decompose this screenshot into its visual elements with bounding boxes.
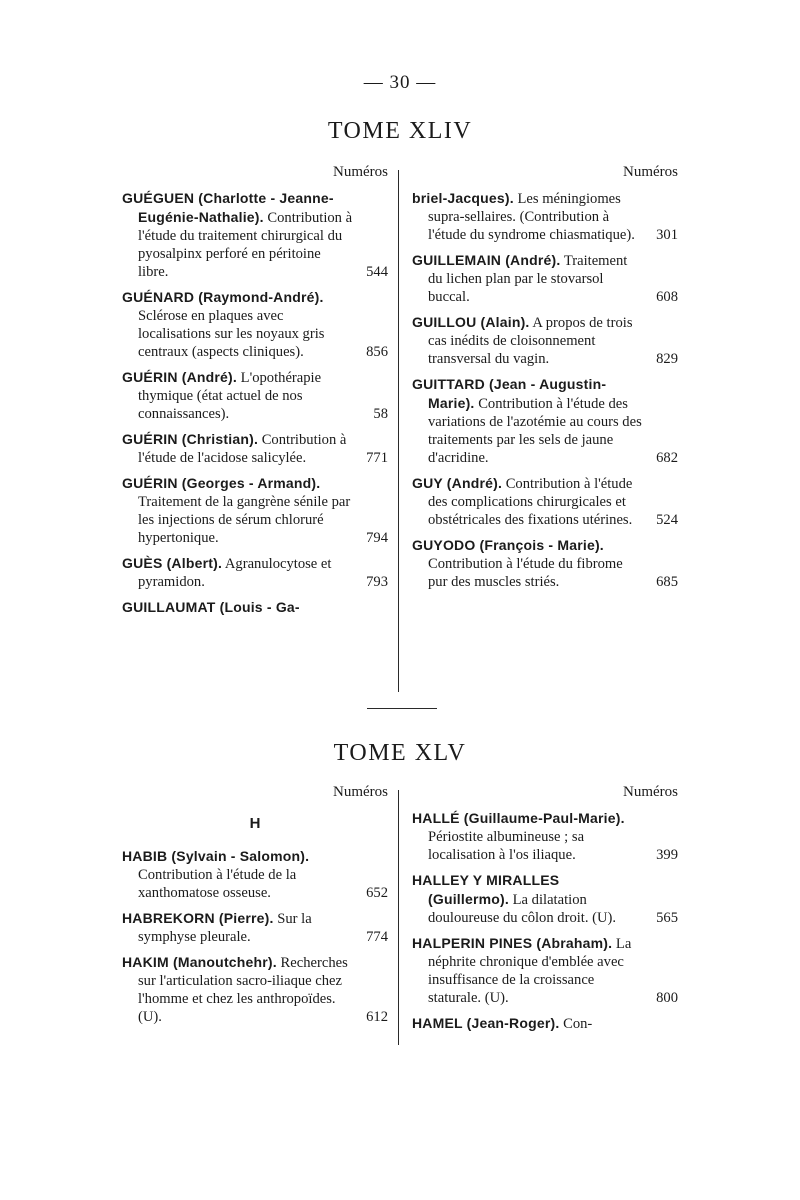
column-right <box>412 783 678 1040</box>
index-entry <box>412 251 678 306</box>
entry-name: HALLEY Y MIRALLES (Guillermo). <box>412 872 560 907</box>
entry-text: L'opothérapie thymique (état actuel de nos connaissances). <box>138 370 322 422</box>
entry-text: Périostite albumineuse ; sa localisation à l'os iliaque. <box>428 829 585 863</box>
index-entry <box>412 474 678 529</box>
index-entry <box>122 953 388 1026</box>
column-header: Numéros <box>333 164 388 180</box>
entry-name: GUÉGUEN (Charlotte - Jeanne-Eugénie-Nathalie). <box>122 190 334 225</box>
entry-name: GUÉRIN (André). <box>122 369 237 385</box>
index-entry <box>122 368 388 423</box>
entry-number: 794 <box>366 530 388 546</box>
entry-number: 652 <box>366 885 388 901</box>
page-number: — 30 — <box>363 72 437 93</box>
index-entry <box>122 474 388 547</box>
index-entry <box>122 430 388 467</box>
index-entry <box>412 189 678 244</box>
entry-number: 685 <box>656 574 678 590</box>
entry-name: HABREKORN (Pierre). <box>122 910 274 926</box>
entry-number: 800 <box>656 990 678 1006</box>
entry-text: Recherches sur l'articulation sacro-iliaque chez l'homme et chez les anthropoïdes. (U). <box>138 955 348 1025</box>
entry-text: Contribution à l'étude du fibrome pur des muscles striés. <box>428 556 623 590</box>
entry-name: GUILLAUMAT (Louis - Ga- <box>122 599 300 615</box>
index-entry <box>122 288 388 361</box>
entry-number: 612 <box>366 1009 388 1025</box>
entry-text: Sclérose en plaques avec localisations sur les noyaux gris centraux (aspects cliniques). <box>138 308 325 360</box>
index-entry <box>412 1014 678 1033</box>
entry-name: HAKIM (Manoutchehr). <box>122 954 277 970</box>
entry-name: briel-Jacques). <box>412 190 514 206</box>
entry-text: Contribution à l'étude des complications chirurgicales et obstétricales des fixations utérines. <box>428 476 633 528</box>
column-left <box>122 163 388 624</box>
index-entry <box>122 598 388 617</box>
entry-number: 399 <box>656 847 678 863</box>
column-right <box>412 163 678 598</box>
entry-number: 58 <box>373 406 388 422</box>
index-entry <box>412 871 678 927</box>
index-entry <box>412 375 678 467</box>
index-entry <box>122 189 388 281</box>
entry-number: 793 <box>366 574 388 590</box>
entry-number: 565 <box>656 910 678 926</box>
entry-text: Contribution à l'étude du traitement chirurgical du pyosalpinx perforé en péritoine libre. <box>138 210 353 280</box>
entry-name: GUÈS (Albert). <box>122 555 223 571</box>
entry-number: 544 <box>366 264 388 280</box>
entry-text: Sur la symphyse pleurale. <box>138 911 312 945</box>
index-entry <box>412 934 678 1007</box>
entry-name: GUYODO (François - Marie). <box>412 537 604 553</box>
entry-name: GUILLOU (Alain). <box>412 314 530 330</box>
index-entry <box>122 554 388 591</box>
index-entry <box>122 847 388 902</box>
column-header: Numéros <box>623 784 678 800</box>
column-left <box>122 783 388 1033</box>
entry-text: Traitement du lichen plan par le stovarsol buccal. <box>428 253 628 305</box>
column-divider <box>398 170 399 692</box>
entry-text: La dilatation douloureuse du côlon droit. (U). <box>428 892 617 926</box>
column-header: Numéros <box>623 164 678 180</box>
entry-text: Contribution à l'étude des variations de l'azotémie au cours des traitements par les sels de jaune d'acridine. <box>428 396 642 466</box>
entry-name: GUILLEMAIN (André). <box>412 252 561 268</box>
entry-name: HALPERIN PINES (Abraham). <box>412 935 613 951</box>
column-header: Numéros <box>333 784 388 800</box>
entry-number: 524 <box>656 512 678 528</box>
entry-number: 774 <box>366 929 388 945</box>
entry-name: HALLÉ (Guillaume-Paul-Marie). <box>412 810 625 826</box>
index-entry <box>412 536 678 591</box>
entry-text: Con- <box>563 1016 593 1032</box>
index-entry <box>412 313 678 368</box>
entry-name: GUY (André). <box>412 475 503 491</box>
entry-text: Contribution à l'étude de l'acidose salicylée. <box>138 432 347 466</box>
entry-name: HAMEL (Jean-Roger). <box>412 1015 560 1031</box>
entry-name: GUÉNARD (Raymond-André). <box>122 289 324 305</box>
entry-text: Les méningiomes supra-sellaires. (Contribution à l'étude du syndrome chiasmatique). <box>428 191 635 243</box>
section-letter: H <box>249 815 261 832</box>
entry-text: Agranulocytose et pyramidon. <box>138 556 332 590</box>
entry-name: GUÉRIN (Georges - Armand). <box>122 475 321 491</box>
index-entry <box>122 909 388 946</box>
entry-name: HABIB (Sylvain - Salomon). <box>122 848 310 864</box>
entry-number: 829 <box>656 351 678 367</box>
entry-text: A propos de trois cas inédits de cloisonnement transversal du vagin. <box>428 315 633 367</box>
entry-name: GUITTARD (Jean - Augustin-Marie). <box>412 376 607 411</box>
index-entry <box>412 809 678 864</box>
entry-number: 771 <box>366 450 388 466</box>
section-divider <box>367 708 437 709</box>
entry-text: Traitement de la gangrène sénile par les injections de sérum chloruré hypertonique. <box>138 494 351 546</box>
entry-number: 608 <box>656 289 678 305</box>
entry-number: 856 <box>366 344 388 360</box>
tome-title: TOME XLV <box>333 740 467 766</box>
entry-text: La néphrite chronique d'emblée avec insuffisance de la croissance staturale. (U). <box>428 936 632 1006</box>
column-divider <box>398 790 399 1045</box>
entry-number: 682 <box>656 450 678 466</box>
tome-title: TOME XLIV <box>327 118 473 144</box>
entry-text: Contribution à l'étude de la xanthomatose osseuse. <box>138 867 297 901</box>
entry-name: GUÉRIN (Christian). <box>122 431 259 447</box>
entry-number: 301 <box>656 227 678 243</box>
